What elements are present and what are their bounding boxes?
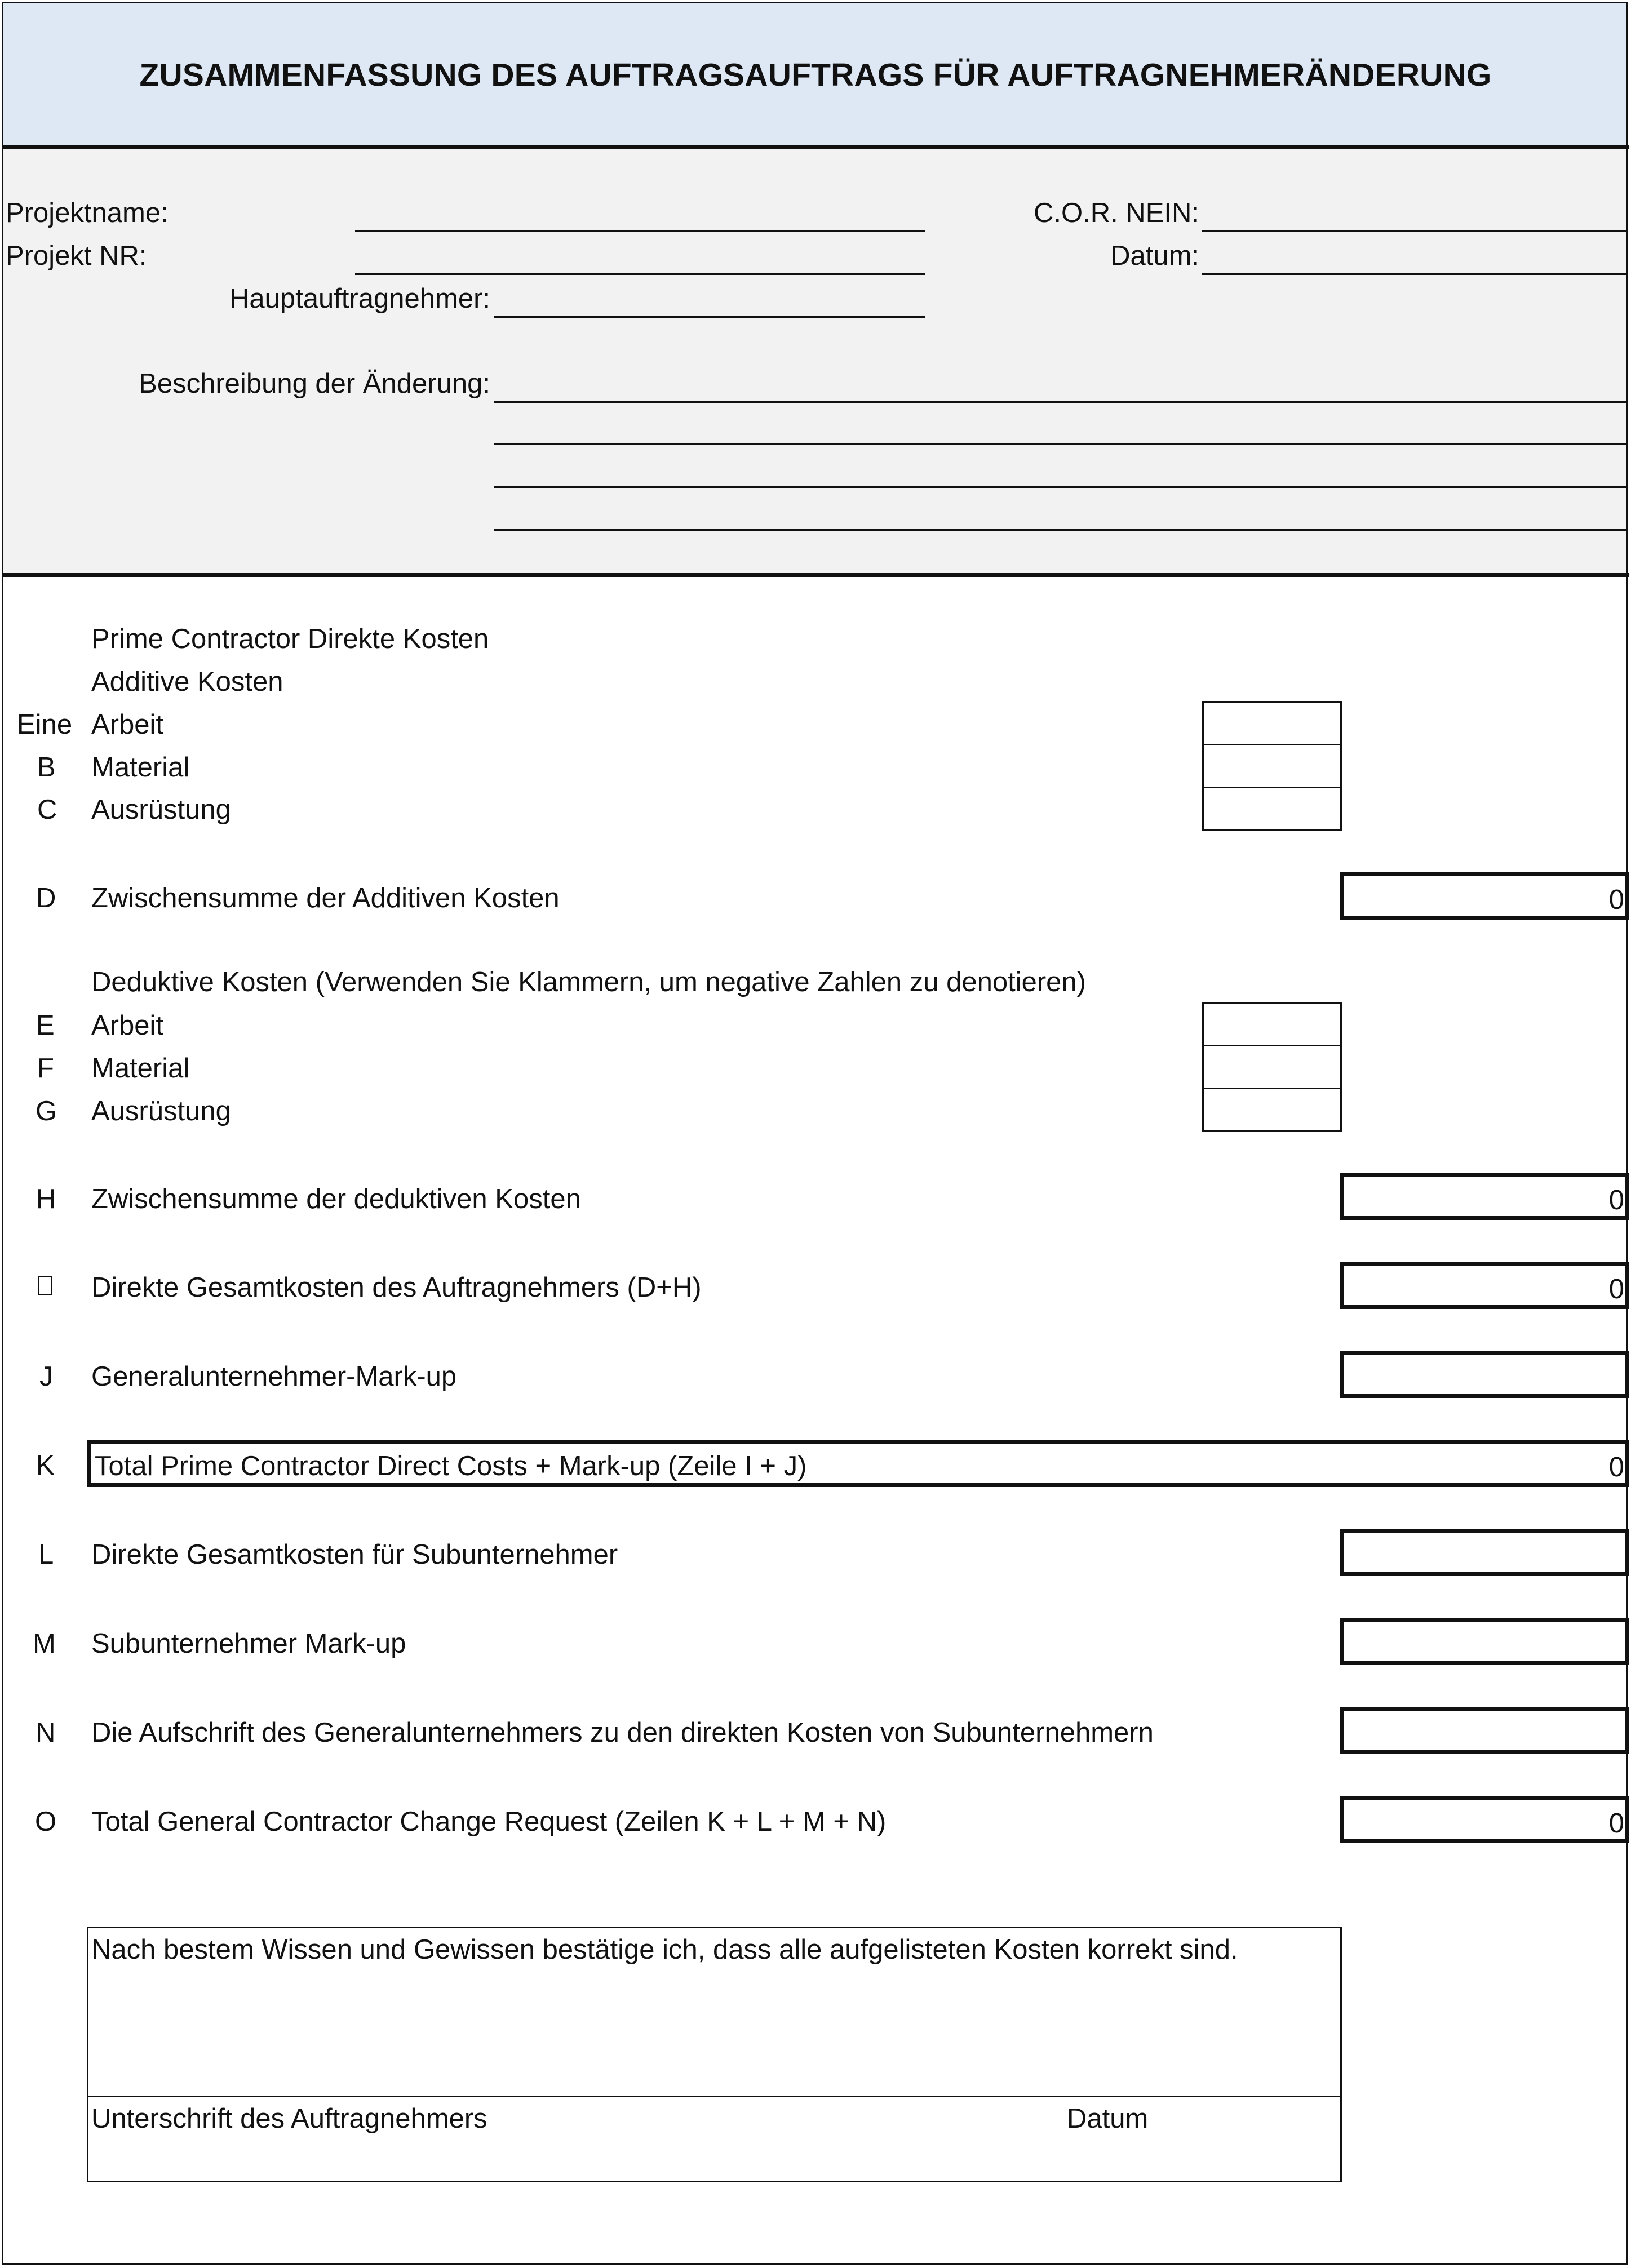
total-h[interactable]: 0: [1340, 1173, 1629, 1220]
row-letter-c: C: [37, 795, 57, 825]
row-label-k: Total Prime Contractor Direct Costs + Mark-up (Zeile I + J): [95, 1451, 807, 1481]
row-label-o: Total General Contractor Change Request (Zeilen K + L + M + N): [91, 1807, 887, 1837]
deductive-heading: Deduktive Kosten (Verwenden Sie Klammern, um negative Zahlen zu denotieren): [91, 967, 1086, 997]
row-letter-f: F: [37, 1053, 54, 1084]
row-letter-a: Eine: [17, 709, 73, 740]
total-o[interactable]: 0: [1340, 1796, 1629, 1843]
row-letter-l: L: [38, 1539, 54, 1570]
row-label-f: Material: [91, 1053, 190, 1084]
row-letter-k: K: [36, 1450, 55, 1481]
row-label-d: Zwischensumme der Additiven Kosten: [91, 883, 560, 913]
row-label-c: Ausrüstung: [91, 795, 231, 825]
total-d[interactable]: 0: [1340, 872, 1629, 920]
row-letter-j: J: [39, 1361, 54, 1392]
certification-statement: Nach bestem Wissen und Gewissen bestätige ich, dass alle aufgelisteten Kosten korrekt sind.: [91, 1934, 1238, 1965]
row-letter-e: E: [36, 1010, 55, 1041]
date-label: Datum:: [1110, 241, 1199, 271]
row-label-a: Arbeit: [91, 709, 164, 740]
additive-heading: Additive Kosten: [91, 667, 283, 697]
total-k[interactable]: Total Prime Contractor Direct Costs + Mark-up (Zeile I + J) 0: [87, 1440, 1629, 1487]
row-letter-n: N: [36, 1717, 56, 1748]
row-letter-o: O: [35, 1807, 57, 1837]
row-letter-d: D: [36, 883, 56, 913]
row-label-e: Arbeit: [91, 1010, 164, 1041]
row-label-g: Ausrüstung: [91, 1096, 231, 1126]
row-label-i: Direkte Gesamtkosten des Auftragnehmers (D+H): [91, 1272, 702, 1303]
row-letter-m: M: [33, 1628, 56, 1659]
page-frame: [2, 2, 1628, 2265]
row-letter-b: B: [37, 752, 56, 783]
description-label: Beschreibung der Änderung:: [139, 369, 490, 399]
project-no-label: Projekt NR:: [6, 241, 147, 271]
prime-contractor-label: Hauptauftragnehmer:: [229, 283, 490, 314]
form-title: ZUSAMMENFASSUNG DES AUFTRAGSAUFTRAGS FÜR AUFTRAGNEHMERÄNDERUNG: [139, 57, 1492, 93]
signature-date-label[interactable]: Datum: [1067, 2103, 1149, 2134]
total-i[interactable]: 0: [1340, 1262, 1629, 1309]
prime-direct-heading: Prime Contractor Direkte Kosten: [91, 624, 489, 654]
row-letter-g: G: [36, 1096, 57, 1126]
row-label-h: Zwischensumme der deduktiven Kosten: [91, 1184, 581, 1214]
row-label-l: Direkte Gesamtkosten für Subunternehmer: [91, 1539, 618, 1570]
cor-no-label: C.O.R. NEIN:: [1033, 198, 1199, 228]
row-letter-h: H: [36, 1184, 56, 1214]
row-label-j: Generalunternehmer-Mark-up: [91, 1361, 457, 1392]
signature-label[interactable]: Unterschrift des Auftragnehmers: [91, 2103, 487, 2134]
row-label-n: Die Aufschrift des Generalunternehmers zu den direkten Kosten von Subunternehmern: [91, 1717, 1154, 1748]
row-label-b: Material: [91, 752, 190, 783]
row-label-m: Subunternehmer Mark-up: [91, 1628, 406, 1659]
project-name-label: Projektname:: [6, 198, 169, 228]
